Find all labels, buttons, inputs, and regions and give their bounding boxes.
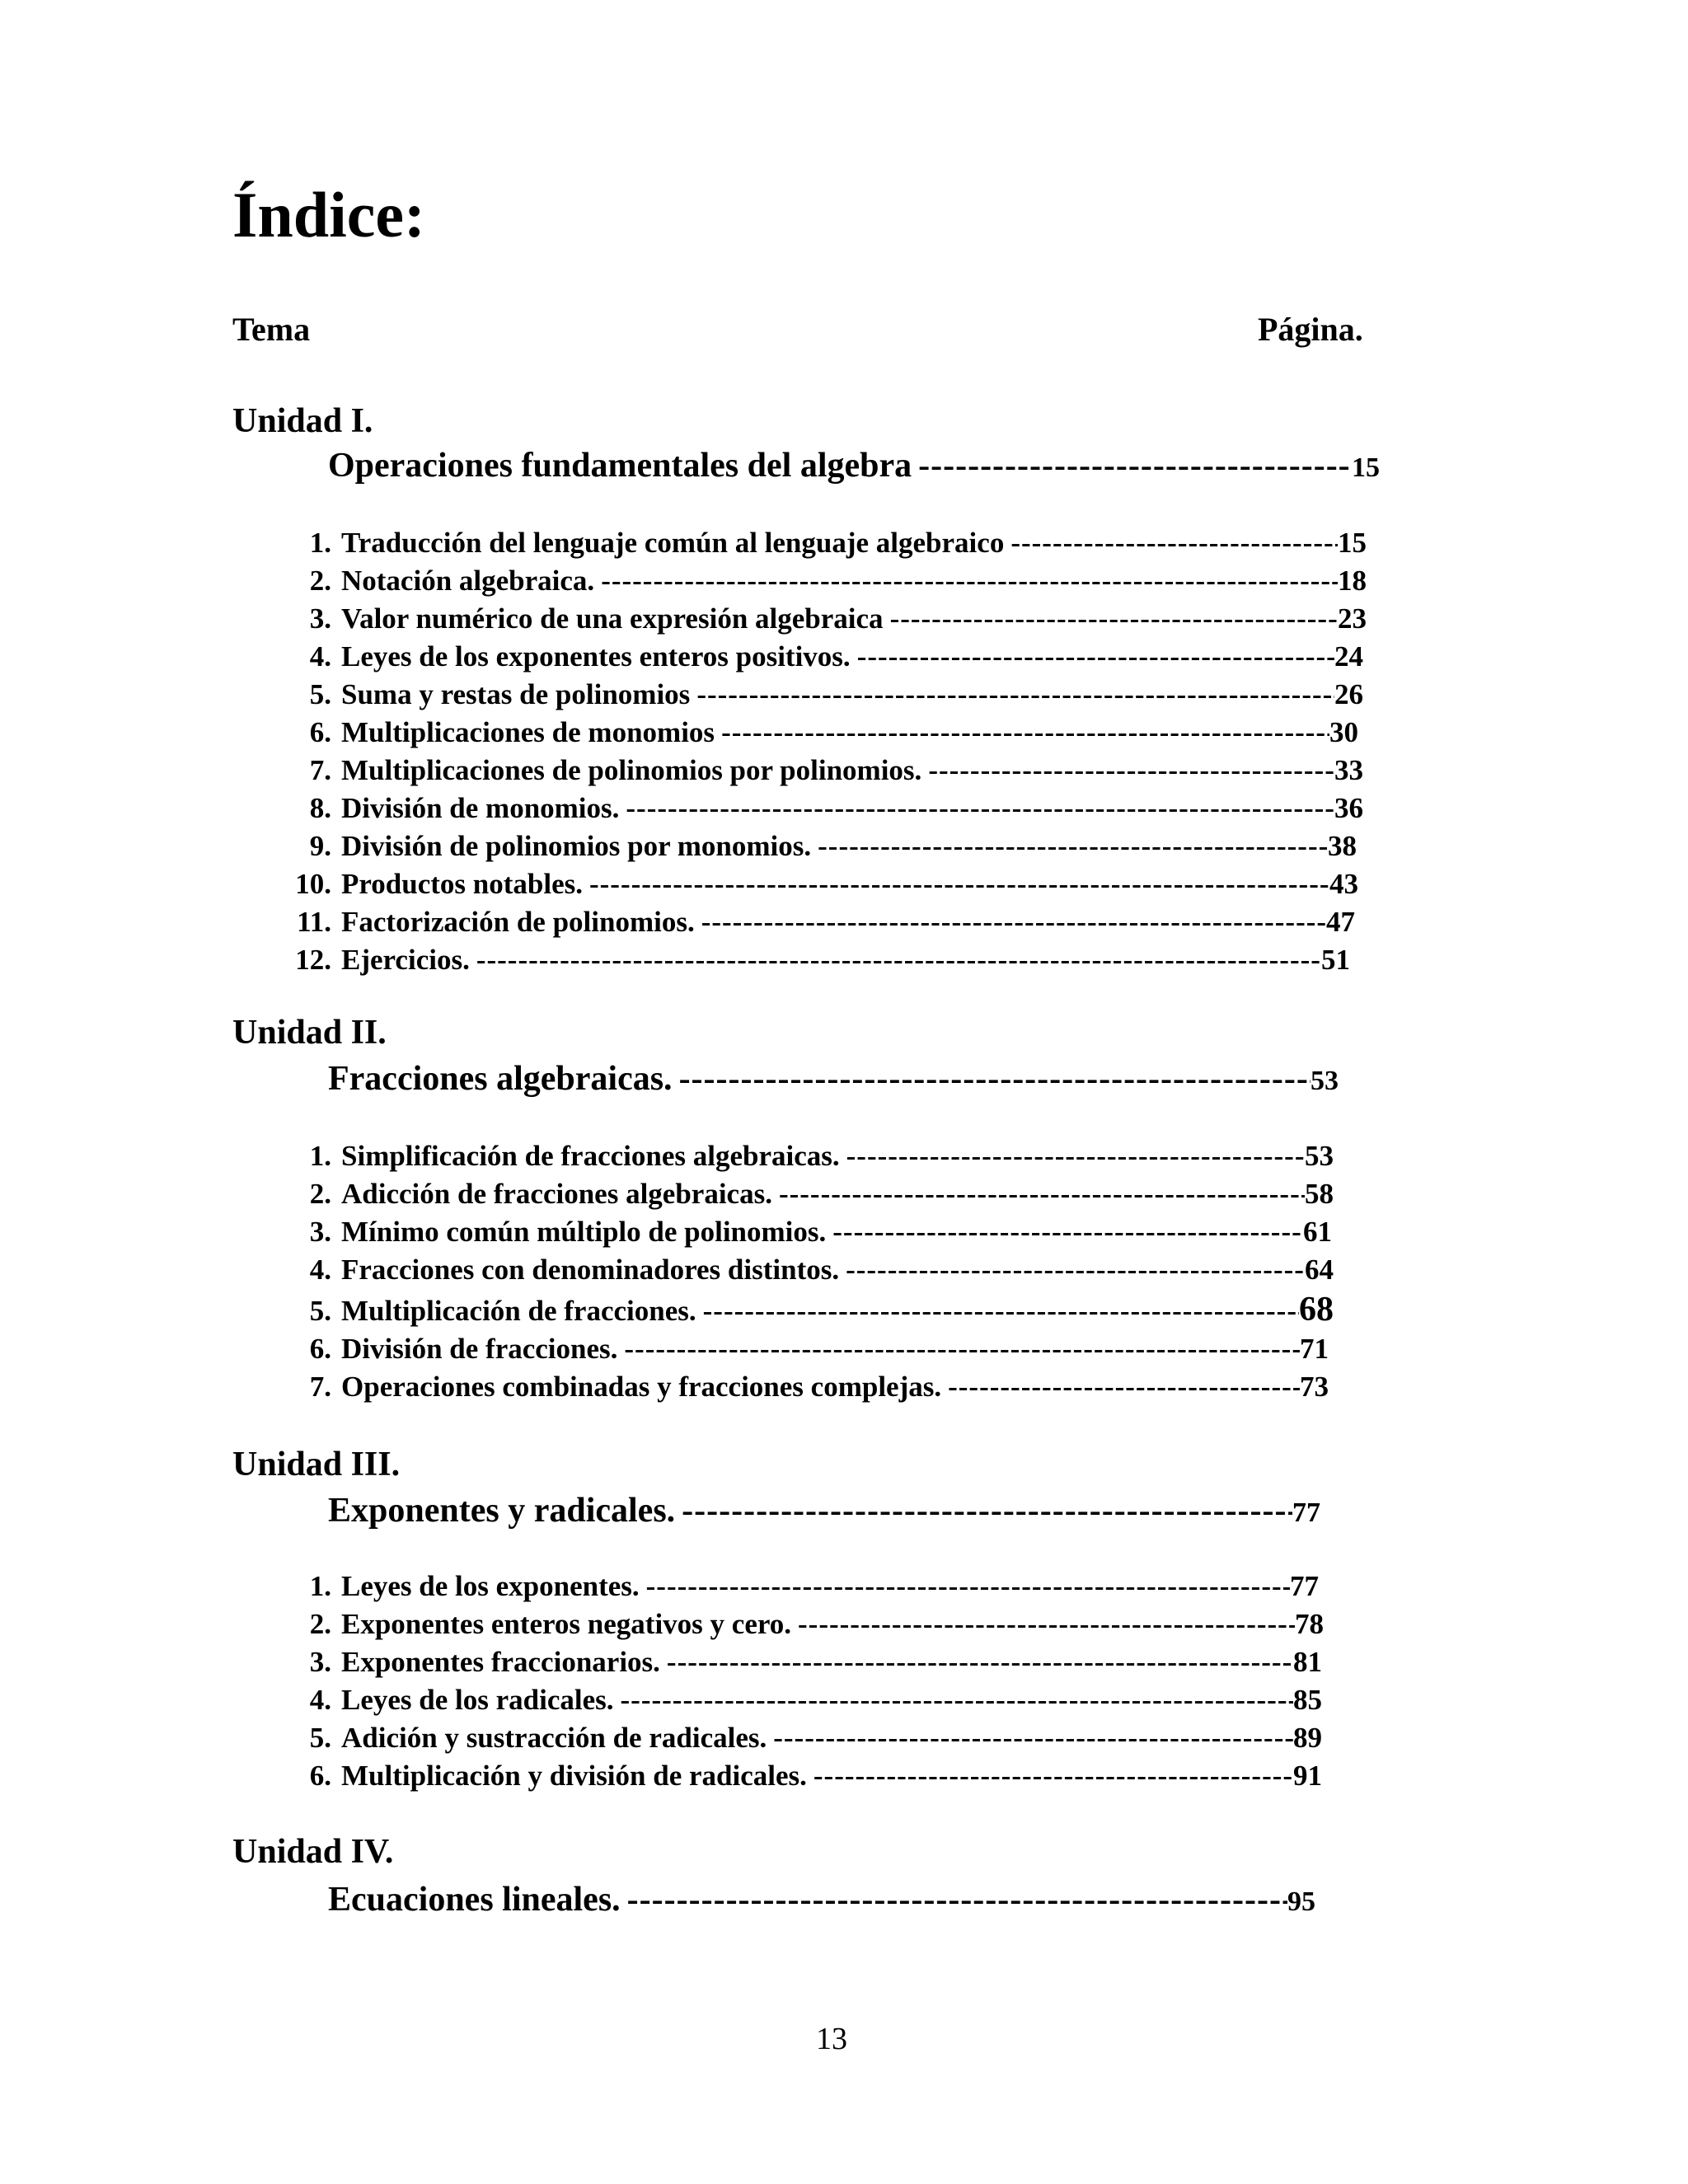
dot-leader [470, 943, 1321, 977]
item-page: 61 [1303, 1216, 1332, 1248]
item-page: 38 [1328, 830, 1357, 862]
unit-3-label: Unidad III. [232, 1446, 401, 1483]
item-text: División de polinomios por monomios. [341, 830, 812, 862]
toc-item [282, 867, 1358, 902]
item-page: 78 [1295, 1608, 1324, 1640]
toc-item [282, 943, 1350, 977]
toc-item [282, 1721, 1322, 1755]
dot-leader [690, 677, 1334, 712]
item-page: 77 [1290, 1570, 1319, 1602]
toc-item [282, 1645, 1322, 1680]
toc-item [282, 905, 1355, 940]
item-text: Operaciones combinadas y fracciones complejas. [341, 1371, 942, 1403]
toc-item [282, 602, 1367, 636]
item-page: 23 [1338, 602, 1367, 635]
toc-item [282, 640, 1363, 674]
dot-leader [696, 1294, 1299, 1329]
item-page: 85 [1293, 1684, 1322, 1716]
toc-item [282, 1759, 1322, 1793]
toc-item [282, 1215, 1332, 1249]
item-number: 8. [309, 792, 331, 824]
item-text: Adicción de fracciones algebraicas. [341, 1178, 772, 1210]
toc-item [282, 1177, 1334, 1212]
dot-leader [921, 753, 1334, 788]
item-text: Fracciones con denominadores distintos. [341, 1254, 840, 1286]
item-number: 5. [309, 1295, 331, 1327]
item-text: Suma y restas de polinomios [341, 678, 691, 710]
unit-1-page: 15 [1352, 452, 1380, 483]
toc-item [282, 791, 1363, 826]
item-text: Multiplicación y división de radicales. [341, 1760, 807, 1792]
item-page: 53 [1305, 1140, 1334, 1172]
item-page: 15 [1338, 527, 1367, 559]
toc-item [282, 1139, 1334, 1174]
dot-leader [884, 602, 1338, 636]
page-number: 13 [816, 2022, 847, 2056]
unit-4-title-row [328, 1879, 1315, 1920]
unit-4-label: Unidad IV. [232, 1833, 394, 1871]
item-page: 43 [1329, 868, 1358, 900]
toc-item [282, 1683, 1322, 1718]
item-number: 6. [309, 1760, 331, 1792]
item-text: Ejercicios. [341, 944, 470, 976]
dot-leader [675, 1490, 1292, 1531]
item-page: 30 [1329, 716, 1358, 748]
toc-item [282, 829, 1357, 864]
item-page: 91 [1293, 1760, 1322, 1792]
item-number: 3. [309, 1646, 331, 1678]
unit-3-page: 77 [1292, 1497, 1320, 1528]
dot-leader [912, 445, 1352, 486]
item-page: 64 [1305, 1254, 1334, 1286]
dot-leader [617, 1332, 1300, 1366]
dot-leader [614, 1683, 1293, 1718]
dot-leader [811, 829, 1328, 864]
item-number: 9. [309, 830, 331, 862]
item-page: 51 [1321, 944, 1350, 976]
item-number: 7. [309, 754, 331, 786]
dot-leader [941, 1370, 1300, 1404]
toc-item [282, 1332, 1329, 1366]
dot-leader [695, 905, 1326, 940]
dot-leader [791, 1607, 1295, 1642]
item-text: Leyes de los exponentes. [341, 1570, 640, 1602]
dot-leader [767, 1721, 1293, 1755]
item-number: 6. [309, 716, 331, 748]
toc-item [282, 677, 1363, 712]
dot-leader [619, 791, 1334, 826]
item-text: División de monomios. [341, 792, 620, 824]
item-page: 47 [1326, 906, 1355, 938]
item-page: 33 [1334, 754, 1363, 786]
dot-leader [826, 1215, 1303, 1249]
item-number: 12. [295, 944, 331, 976]
item-text: Leyes de los exponentes enteros positivos. [341, 640, 851, 673]
unit-1-label: Unidad I. [232, 402, 373, 440]
item-number: 4. [309, 640, 331, 673]
dot-leader [673, 1058, 1311, 1099]
item-page: 68 [1299, 1291, 1334, 1329]
unit-1-title: Operaciones fundamentales del algebra [328, 447, 912, 485]
item-number: 2. [309, 565, 331, 597]
item-number: 4. [309, 1254, 331, 1286]
unit-2-label: Unidad II. [232, 1014, 387, 1052]
dot-leader [715, 715, 1329, 750]
item-page: 73 [1300, 1371, 1329, 1403]
item-text: Valor numérico de una expresión algebraica [341, 602, 884, 635]
unit-3-title: Exponentes y radicales. [328, 1492, 676, 1530]
toc-item [282, 1253, 1334, 1287]
dot-leader [594, 564, 1338, 598]
toc-item [282, 715, 1358, 750]
item-number: 3. [309, 602, 331, 635]
toc-item [282, 1370, 1329, 1404]
item-page: 58 [1305, 1178, 1334, 1210]
item-text: Multiplicación de fracciones. [341, 1295, 696, 1327]
dot-leader [621, 1879, 1287, 1920]
toc-item [282, 564, 1367, 598]
unit-2-title: Fracciones algebraicas. [328, 1060, 673, 1098]
unit-2-page: 53 [1311, 1066, 1339, 1096]
item-page: 71 [1300, 1333, 1329, 1365]
dot-leader [839, 1253, 1305, 1287]
dot-leader [840, 1139, 1305, 1174]
item-text: Traducción del lenguaje común al lenguaje algebraico [341, 527, 1005, 559]
item-number: 11. [297, 906, 331, 938]
item-page: 18 [1338, 565, 1367, 597]
index-title: Índice: [232, 179, 425, 251]
item-number: 2. [309, 1608, 331, 1640]
item-text: Productos notables. [341, 868, 583, 900]
dot-leader [807, 1759, 1293, 1793]
item-number: 5. [309, 1722, 331, 1754]
toc-item [282, 526, 1367, 560]
item-number: 4. [309, 1684, 331, 1716]
item-number: 6. [309, 1333, 331, 1365]
toc-item [282, 1607, 1324, 1642]
item-text: Leyes de los radicales. [341, 1684, 614, 1716]
toc-item [282, 1569, 1319, 1604]
item-page: 36 [1334, 792, 1363, 824]
dot-leader [772, 1177, 1305, 1212]
item-number: 7. [309, 1371, 331, 1403]
item-number: 2. [309, 1178, 331, 1210]
item-number: 10. [295, 868, 331, 900]
item-number: 1. [309, 1570, 331, 1602]
item-page: 89 [1293, 1722, 1322, 1754]
item-text: Multiplicaciones de polinomios por polinomios. [341, 754, 922, 786]
item-text: Multiplicaciones de monomios [341, 716, 715, 748]
item-text: Notación algebraica. [341, 565, 595, 597]
dot-leader [583, 867, 1329, 902]
unit-3-title-row [328, 1490, 1320, 1531]
item-text: Factorización de polinomios. [341, 906, 695, 938]
item-number: 1. [309, 527, 331, 559]
dot-leader [851, 640, 1334, 674]
item-page: 24 [1334, 640, 1363, 673]
item-text: Adición y sustracción de radicales. [341, 1722, 767, 1754]
dot-leader [640, 1569, 1290, 1604]
unit-4-page: 95 [1287, 1886, 1315, 1917]
toc-item [282, 1289, 1334, 1330]
unit-2-title-row [328, 1058, 1339, 1099]
toc-item [282, 753, 1363, 788]
dot-leader [660, 1645, 1293, 1680]
item-text: Exponentes enteros negativos y cero. [341, 1608, 792, 1640]
item-number: 3. [309, 1216, 331, 1248]
unit-1-title-row [328, 445, 1380, 486]
item-text: Mínimo común múltiplo de polinomios. [341, 1216, 827, 1248]
unit-4-title: Ecuaciones lineales. [328, 1881, 621, 1919]
dot-leader [1004, 526, 1338, 560]
item-page: 81 [1293, 1646, 1322, 1678]
item-text: División de fracciones. [341, 1333, 618, 1365]
column-header-pagina: Página. [1258, 311, 1363, 348]
column-header-tema: Tema [232, 311, 311, 348]
item-number: 5. [309, 678, 331, 710]
item-number: 1. [309, 1140, 331, 1172]
item-text: Exponentes fraccionarios. [341, 1646, 660, 1678]
item-text: Simplificación de fracciones algebraicas. [341, 1140, 840, 1172]
item-page: 26 [1334, 678, 1363, 710]
